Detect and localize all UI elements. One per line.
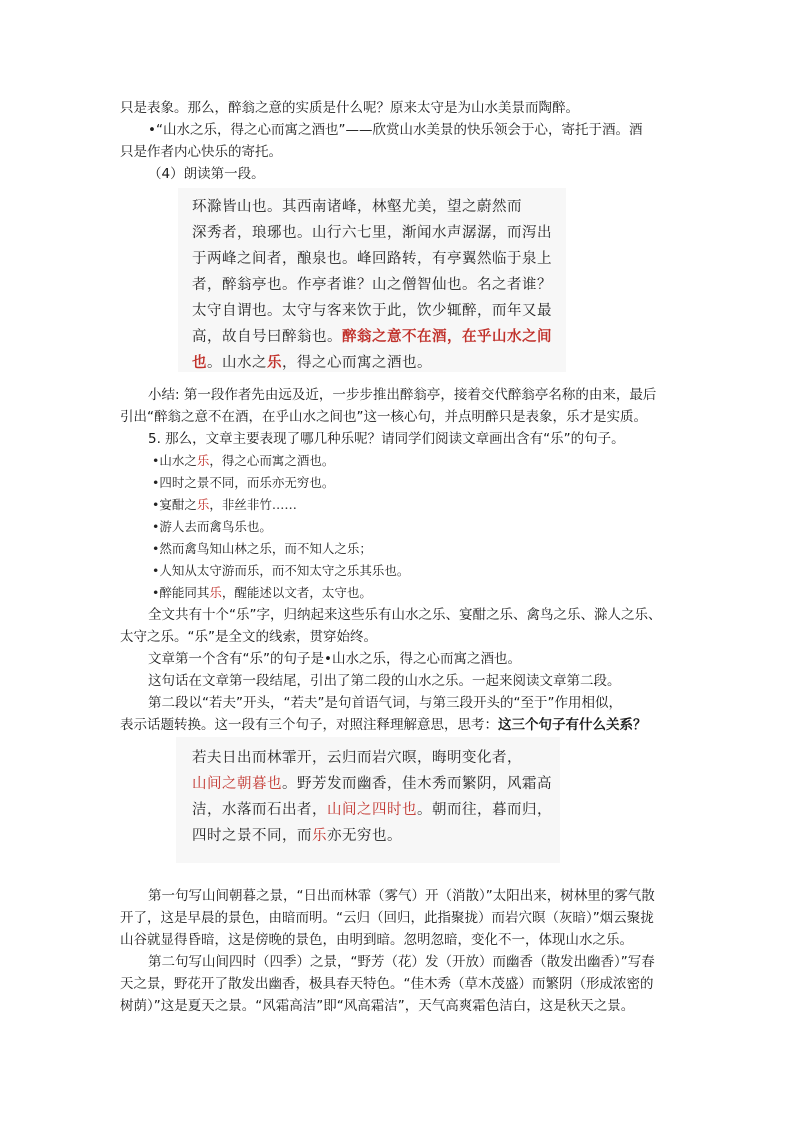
section-heading: （4）朗读第一段。 [148,166,265,182]
list-text: •醉能同其 [152,585,210,600]
paragraph-line: 太守之乐。“乐”是全文的线索，贯穿始终。 [120,629,377,645]
paragraph-line: 文章第一个含有“乐”的句子是•山水之乐，得之心而寓之酒也。 [148,651,521,667]
highlight-text: 乐 [312,828,327,844]
highlight-text: 山间之朝暮也 [192,776,282,792]
paragraph-line: 全文共有十个“乐”字，归纳起来这些乐有山水之乐、宴酣之乐、禽鸟之乐、滁人之乐、 [148,607,662,623]
quote-line [192,350,432,376]
list-text: ，非丝非竹…… [209,497,297,512]
highlight-text: 也 [192,355,207,371]
quote-text: 洁，水落而石出者， [192,802,327,818]
quote-passage-1 [178,188,566,372]
list-item [152,582,372,604]
paragraph-line: •“山水之乐，得之心而寓之酒也”——欣赏山水美景的快乐领会于心，寄托于酒。酒 [148,122,643,138]
quote-line: 若夫日出而林霏开，云归而岩穴暝，晦明变化者， [192,750,522,766]
paragraph-line: 第一句写山间朝暮之景，“日出而林霏（雾气）开（消散）”太阳出来，树林里的雾气散 [148,888,655,904]
quote-text: 。野芳发而幽香，佳木秀而繁阴，风霜高 [282,776,552,792]
paragraph-line: 引出“醉翁之意不在酒，在乎山水之间也”这一核心句，并点明醉只是表象，乐才是实质。 [120,409,647,425]
highlight-text: 乐 [196,453,210,468]
list-text: •四时之景不同，而乐亦无穷也。 [152,475,335,490]
list-text: ，得之心而寓之酒也。 [209,453,335,468]
paragraph-line: 开了，这是早晨的景色，由暗而明。“云归（回归，此指聚拢）而岩穴暝（灰暗）”烟云聚拢 [120,910,654,926]
quote-text: 四时之景不同，而 [192,828,312,844]
quote-line [192,324,552,350]
quote-line: 于两峰之间者，酿泉也。峰回路转，有亭翼然临于泉上 [192,251,552,267]
quote-text: 亦无穷也。 [327,828,402,844]
quote-line: 深秀者，琅琊也。山行六七里，渐闻水声潺潺，而泻出 [192,225,552,241]
quote-line [192,823,402,849]
paragraph-text: 表示话题转换。这一段有三个句子，对照注释理解意思，思考： [120,717,498,733]
quote-passage-2 [176,737,560,863]
paragraph-line: 天之景，野花开了散发出幽香，极具春天特色。“佳木秀（草木茂盛）而繁阴（形成浓密的 [120,976,654,992]
bold-question: 这三个句子有什么关系？ [498,717,647,733]
list-item [152,472,334,494]
list-item [152,494,297,516]
highlight-text: 乐 [209,585,222,600]
highlight-text: 醉翁之意不在酒，在乎山水之间 [342,329,552,345]
list-item [152,516,272,538]
question-line: 5. 那么，文章主要表现了哪几种乐呢？请同学们阅读文章画出含有“乐”的句子。 [148,431,625,447]
paragraph-line: 树荫）”这是夏天之景。“风霜高洁”即“风高霜洁”，天气高爽霜色洁白，这是秋天之景。 [120,998,635,1014]
quote-text: 。山水之 [207,355,267,371]
list-text: •然而禽鸟知山林之乐，而不知人之乐； [152,541,372,556]
paragraph-line: 第二句写山间四时（四季）之景，“野芳（花）发（开放）而幽香（散发出幽香）”写春 [148,954,655,970]
list-text: •山水之 [152,453,197,468]
quote-line [192,771,552,797]
quote-text: ，得之心而寓之酒也。 [282,355,432,371]
list-text: •游人去而禽鸟乐也。 [152,519,272,534]
quote-text: 。朝而往，暮而归， [417,802,552,818]
list-text: ，醒能述以文者，太守也。 [221,585,372,600]
paragraph-line: 只是表象。那么，醉翁之意的实质是什么呢？原来太守是为山水美景而陶醉。 [120,100,579,116]
paragraph-line: 只是作者内心快乐的寄托。 [120,144,282,160]
list-text: •人知从太守游而乐，而不知太守之乐其乐也。 [152,563,410,578]
quote-text: 高，故自号曰醉翁也。 [192,329,342,345]
paragraph-line: 山谷就显得昏暗，这是傍晚的景色，由明到暗。忽明忽暗，变化不一，体现山水之乐。 [120,932,633,948]
list-text: •宴酣之 [152,497,197,512]
quote-line: 者，醉翁亭也。作亭者谁？山之僧智仙也。名之者谁？ [192,277,552,293]
quote-line: 环滁皆山也。其西南诸峰，林壑尤美，望之蔚然而 [192,199,522,215]
quote-line [192,797,552,823]
quote-line: 太守自谓也。太守与客来饮于此，饮少辄醉，而年又最 [192,303,552,319]
paragraph-line: 小结: 第一段作者先由远及近，一步步推出醉翁亭，接着交代醉翁亭名称的由来，最后 [148,387,657,403]
highlight-text: 乐 [196,497,210,512]
highlight-text: 山间之四时也 [327,802,417,818]
list-item [152,450,334,472]
paragraph-line: 这句话在文章第一段结尾，引出了第二段的山水之乐。一起来阅读文章第二段。 [148,673,621,689]
paragraph-line [120,714,647,736]
list-item [152,560,409,582]
highlight-text: 乐 [267,355,282,371]
list-item [152,538,372,560]
paragraph-line: 第二段以“若夫”开头，“若夫”是句首语气词，与第三段开头的“至于”作用相似， [148,695,622,711]
